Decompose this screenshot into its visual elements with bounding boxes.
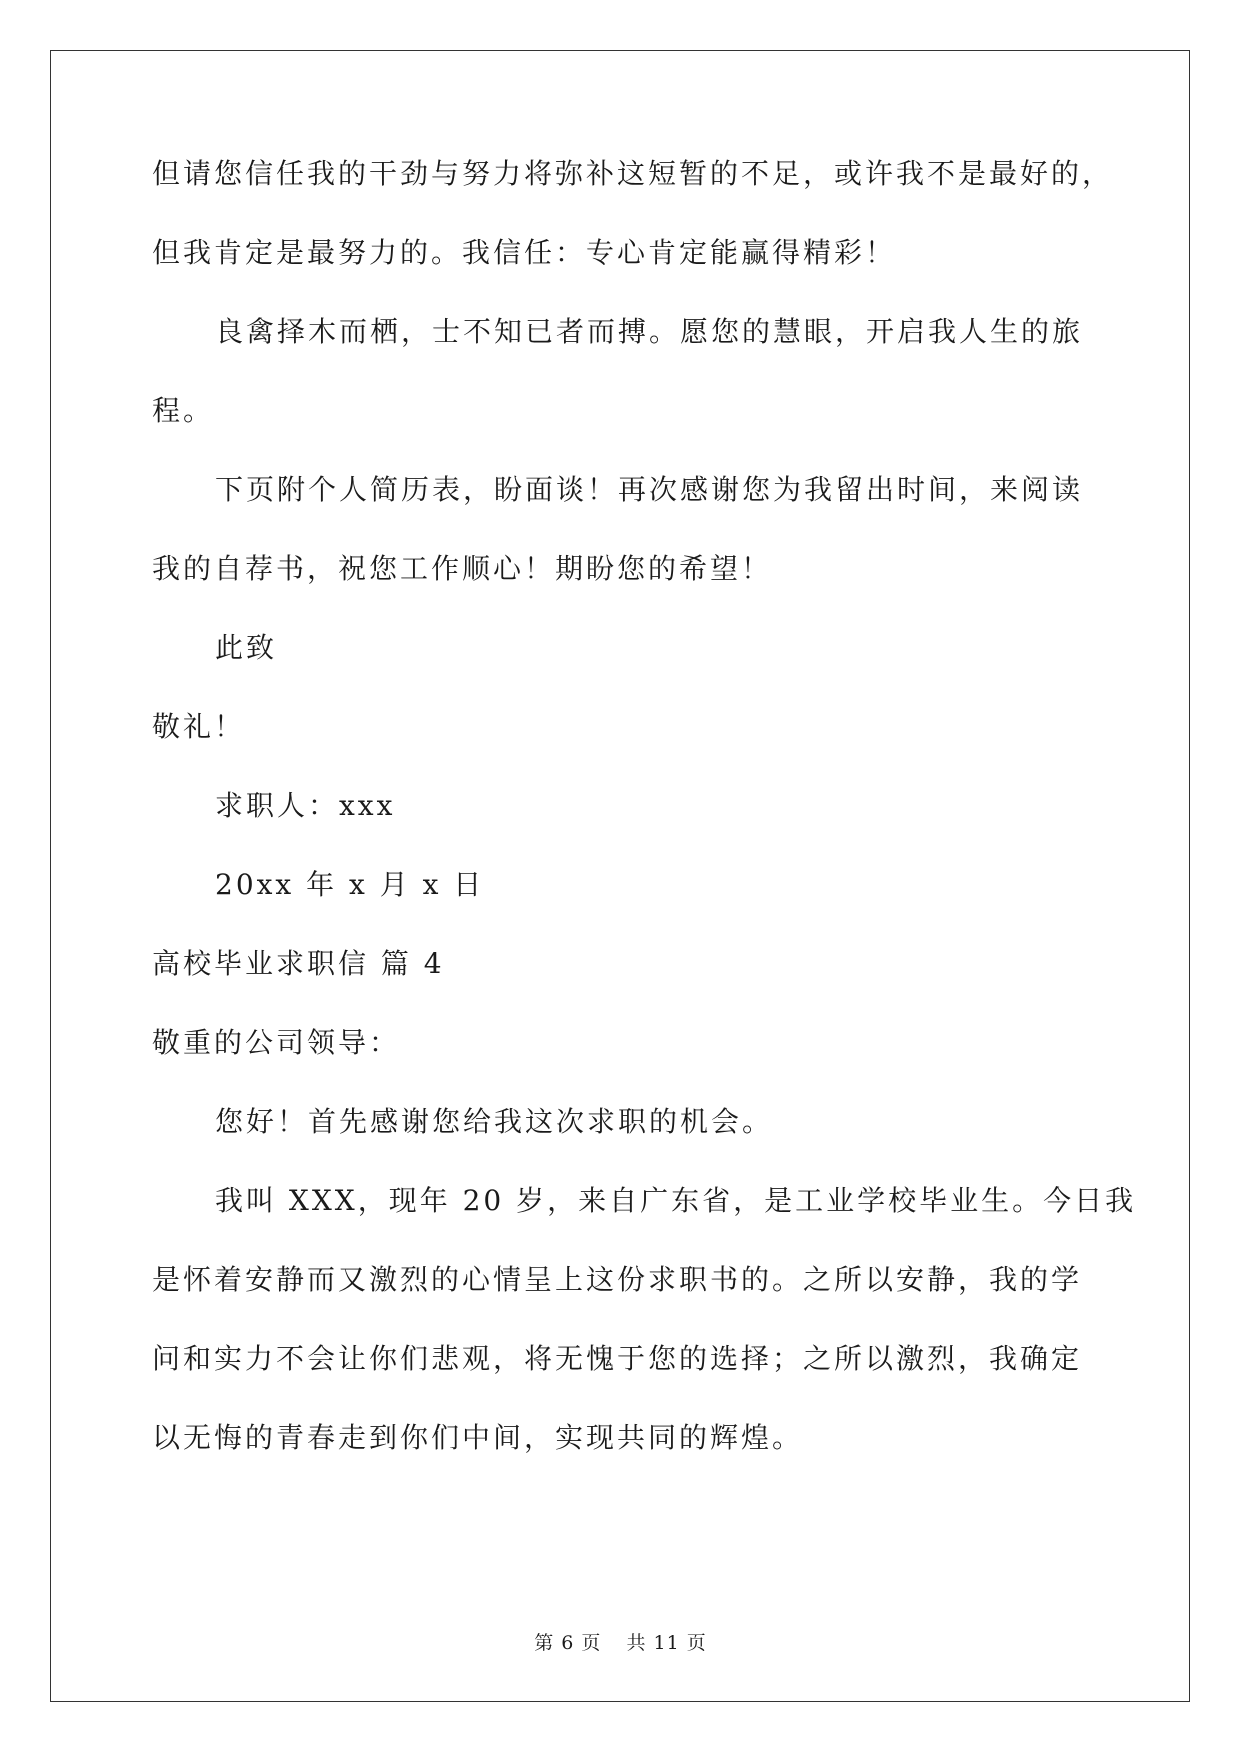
text-line: 我叫 XXX，现年 20 岁，来自广东省，是工业学校毕业生。今日我 (215, 1184, 1137, 1217)
text-line: 您好！首先感谢您给我这次求职的机会。 (215, 1105, 774, 1138)
applicant-signature: 求职人：xxx (215, 789, 396, 822)
section-heading: 高校毕业求职信 篇 4 (152, 947, 445, 980)
text-line: 是怀着安静而又激烈的心情呈上这份求职书的。之所以安静，我的学 (152, 1263, 1083, 1296)
document-body (152, 157, 1137, 1503)
text-line: 下页附个人简历表，盼面谈！再次感谢您为我留出时间，来阅读 (215, 473, 1084, 506)
text-line: 问和实力不会让你们悲观，将无愧于您的选择；之所以激烈，我确定 (152, 1342, 1083, 1375)
greeting: 敬重的公司领导： (152, 1026, 401, 1059)
closing-salutation: 此致 (215, 631, 278, 664)
text-line: 良禽择木而栖，士不知已者而搏。愿您的慧眼，开启我人生的旅 (215, 315, 1084, 348)
text-line: 但我肯定是最努力的。我信任：专心肯定能赢得精彩！ (152, 236, 897, 269)
page-footer (0, 1634, 1241, 1653)
letter-date: 20xx 年 x 月 x 日 (215, 868, 485, 901)
page-number: 第 6 页 (534, 1632, 602, 1654)
text-line: 但请您信任我的干劲与努力将弥补这短暂的不足，或许我不是最好的， (152, 157, 1114, 190)
text-line: 我的自荐书，祝您工作顺心！期盼您的希望！ (152, 552, 773, 585)
text-line: 程。 (152, 394, 215, 427)
page-total: 共 11 页 (626, 1632, 707, 1654)
closing-regards: 敬礼！ (152, 710, 246, 743)
text-line: 以无悔的青春走到你们中间，实现共同的辉煌。 (152, 1421, 804, 1454)
